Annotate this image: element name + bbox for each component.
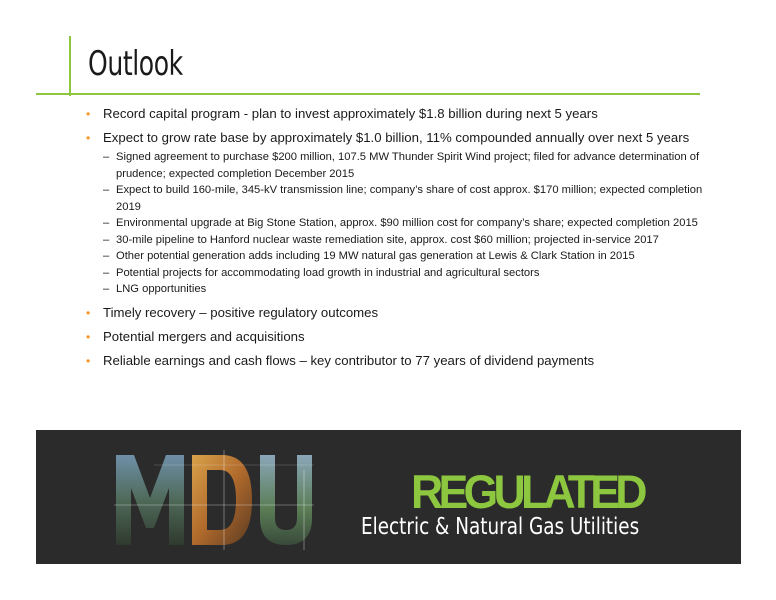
sub-bullet-text: Expect to build 160-mile, 345-kV transmission line; company’s share of cost approx. $170 million; expected completion 2019 xyxy=(116,184,703,213)
title-horizontal-rule xyxy=(36,93,700,95)
dash-marker-icon: – xyxy=(103,250,110,262)
mdu-photo-letters-icon xyxy=(114,450,314,550)
dash-marker-icon: – xyxy=(103,266,110,279)
dash-marker-icon: – xyxy=(103,217,110,229)
bullet-item xyxy=(84,304,724,322)
sub-bullet-item xyxy=(103,248,724,265)
regulated-heading: REGULATED xyxy=(411,465,643,518)
sub-bullet-item xyxy=(103,182,724,215)
bullet-text: Reliable earnings and cash flows – key contributor to 77 years of dividend payments xyxy=(103,352,595,368)
title-vertical-rule xyxy=(69,36,71,96)
bullet-text: Record capital program - plan to invest approximately $1.8 billion during next 5 years xyxy=(103,106,598,121)
sub-bullet-text: 30-mile pipeline to Hanford nuclear waste remediation site, approx. cost $60 million; projected in-service 2017 xyxy=(116,233,659,246)
bullet-list xyxy=(84,105,724,370)
bullet-marker-icon: • xyxy=(86,107,91,121)
sub-bullet-item xyxy=(103,281,724,298)
sub-bullet-item xyxy=(103,232,724,249)
dash-marker-icon: – xyxy=(103,233,110,246)
sub-bullet-text: Potential projects for accommodating load growth in industrial and agricultural sectors xyxy=(116,266,540,279)
bullet-item xyxy=(84,129,724,298)
sub-bullet-text: LNG opportunities xyxy=(116,283,207,295)
bullet-item xyxy=(84,328,724,346)
bullet-marker-icon: • xyxy=(86,131,91,145)
bullet-item xyxy=(84,352,724,370)
bullet-text: Timely recovery – positive regulatory outcomes xyxy=(103,304,379,320)
bullet-marker-icon: • xyxy=(86,329,91,344)
bullet-marker-icon: • xyxy=(86,353,91,368)
sub-bullet-item xyxy=(103,215,724,232)
sub-bullet-item xyxy=(103,265,724,282)
sub-bullet-item xyxy=(103,149,724,182)
page-title: Outlook xyxy=(88,44,183,84)
banner-subtitle: Electric & Natural Gas Utilities xyxy=(361,514,640,540)
sub-bullet-text: Environmental upgrade at Big Stone Station, approx. $90 million cost for company’s share; expected completion 2015 xyxy=(116,217,698,229)
slide-content xyxy=(84,105,724,376)
dash-marker-icon: – xyxy=(103,283,110,295)
sub-bullet-list xyxy=(103,149,724,298)
bullet-text: Potential mergers and acquisitions xyxy=(103,328,305,344)
mdu-logo xyxy=(114,450,314,555)
sub-bullet-text: Signed agreement to purchase $200 million, 107.5 MW Thunder Spirit Wind project; filed for advance determination of prudence; expected completion December 2015 xyxy=(116,151,700,180)
bullet-text: Expect to grow rate base by approximately $1.0 billion, 11% compounded annually over next 5 years xyxy=(103,130,690,145)
bullet-marker-icon: • xyxy=(86,305,91,320)
dash-marker-icon: – xyxy=(103,151,110,163)
bullet-item xyxy=(84,105,724,123)
regulated-banner xyxy=(36,430,741,564)
sub-bullet-text: Other potential generation adds including 19 MW natural gas generation at Lewis & Clark Station in 2015 xyxy=(116,250,635,262)
dash-marker-icon: – xyxy=(103,184,110,196)
